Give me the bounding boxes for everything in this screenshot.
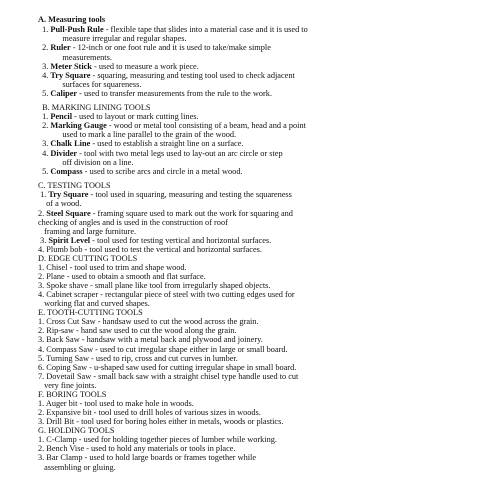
text-run: 2. Plane - used to obtain a smooth and flat surface.: [38, 272, 206, 281]
tool-name: Pull-Push Rule: [50, 25, 104, 34]
text-run: 6. Coping Saw - u-shaped saw used for cutting irregular shape in small board.: [38, 363, 297, 372]
text-run: 2. Rip-saw - hand saw used to cut the wood along the grain.: [38, 326, 237, 335]
text-run: - used to measure a work piece.: [91, 62, 199, 71]
text-run: 1.: [38, 190, 49, 199]
text-line: [38, 317, 259, 326]
text-line: [40, 62, 199, 71]
text-run: - squaring, measuring and testing tool used to check adjacent: [90, 71, 295, 80]
text-line: [40, 121, 306, 130]
text-run: off division on a line.: [52, 158, 134, 167]
tool-name: Marking Gauge: [50, 121, 107, 130]
text-run: 3. Drill Bit - tool used for boring holes either in metals, woods or plastics.: [38, 417, 284, 426]
tool-name: Pencil: [50, 112, 73, 121]
text-run: 3. Back Saw - handsaw with a metal back and plywood and joinery.: [38, 335, 263, 344]
section-heading: [38, 426, 114, 435]
text-run: - tool used in squaring, measuring and testing the squareness: [88, 190, 292, 199]
text-line: [38, 290, 295, 299]
text-run: 5.: [40, 89, 51, 98]
section-heading: [38, 308, 143, 317]
text-line: [38, 236, 271, 245]
text-line: [38, 372, 298, 381]
text-run: D. EDGE CUTTING TOOLS: [38, 254, 138, 263]
text-run: 2.: [40, 43, 51, 52]
text-line: [38, 209, 293, 218]
text-line: [40, 71, 295, 80]
text-run: 5. Turning Saw - used to rip, cross and cut curves in lumber.: [38, 354, 238, 363]
tool-name: Compass: [50, 167, 83, 176]
text-line: [42, 299, 150, 308]
text-line: [52, 34, 187, 43]
text-line: [38, 399, 194, 408]
text-run: 1. Auger bit - tool used to make hole in woods.: [38, 399, 194, 408]
tool-name: Caliper: [50, 89, 78, 98]
text-line: [38, 281, 270, 290]
text-line: [40, 149, 283, 158]
text-run: 2.: [40, 121, 51, 130]
text-run: used to mark a line parallel to the grain of the wood.: [52, 130, 237, 139]
text-run: - used to scribe arcs and circle in a metal wood.: [82, 167, 243, 176]
tool-name: A. Measuring tools: [38, 15, 106, 24]
text-run: - 12-inch or one foot rule and it is used to take/make simple: [70, 43, 271, 52]
text-line: [52, 158, 133, 167]
text-run: - used to layout or mark cutting lines.: [72, 112, 199, 121]
text-run: 7. Dovetail Saw - small back saw with a straight chisel type handle used to cut: [38, 372, 299, 381]
text-run: - used to transfer measurements from the rule to the work.: [77, 89, 273, 98]
text-line: [38, 326, 237, 335]
text-run: working flat and curved shapes.: [42, 299, 150, 308]
text-line: [38, 354, 238, 363]
text-run: 3. Spoke shave - small plane like tool from irregularly shaped objects.: [38, 281, 271, 290]
text-run: B. MARKING LINING TOOLS: [40, 103, 151, 112]
text-line: [40, 43, 271, 52]
text-run: 2. Expansive bit - tool used to drill holes of various sizes in woods.: [38, 408, 261, 417]
text-run: 4.: [40, 71, 51, 80]
text-line: [38, 435, 277, 444]
text-line: [38, 444, 236, 453]
text-run: measure irregular and regular shapes.: [52, 34, 187, 43]
text-line: [42, 227, 136, 236]
text-line: [38, 408, 261, 417]
text-run: 3. Bar Clamp - used to hold large boards or frames together while: [38, 453, 257, 462]
text-run: - tool used for testing vertical and horizontal surfaces.: [90, 236, 272, 245]
text-line: [40, 112, 199, 121]
text-line: [38, 245, 262, 254]
text-run: 4. Plumb bob - tool used to test the vertical and horizontal surfaces.: [38, 245, 262, 254]
tool-name: Try Square: [48, 190, 89, 199]
tool-name: Steel Square: [46, 209, 91, 218]
text-line: [42, 199, 81, 208]
text-run: 3.: [38, 236, 49, 245]
text-run: - framing square used to mark out the work for squaring and: [90, 209, 293, 218]
text-run: framing and large furniture.: [42, 227, 137, 236]
text-run: 4.: [40, 149, 51, 158]
text-run: 3.: [40, 139, 51, 148]
text-run: 4. Cabinet scraper - rectangular piece of steel with two cutting edges used for: [38, 290, 295, 299]
text-line: [52, 53, 112, 62]
text-line: [38, 263, 187, 272]
text-line: [40, 25, 308, 34]
tool-name: Spirit Level: [48, 236, 91, 245]
text-run: 4. Compass Saw - used to cut irregular shape either in large or small board.: [38, 345, 288, 354]
text-run: measurements.: [52, 53, 112, 62]
text-run: C. TESTING TOOLS: [38, 181, 111, 190]
text-run: 1. C-Clamp - used for holding together pieces of lumber while working.: [38, 435, 277, 444]
section-heading: [38, 15, 105, 24]
section-heading: [38, 181, 111, 190]
tool-name: Ruler: [50, 43, 71, 52]
text-line: [42, 463, 116, 472]
text-line: [40, 167, 243, 176]
tool-name: Chalk Line: [50, 139, 91, 148]
text-line: [38, 190, 292, 199]
text-run: of a wood.: [42, 199, 82, 208]
text-run: F. BORING TOOLS: [38, 390, 107, 399]
tool-name: Try Square: [50, 71, 91, 80]
text-run: - tool with two metal legs used to lay-out an arc circle or step: [77, 149, 283, 158]
text-line: [52, 130, 236, 139]
text-run: 3.: [40, 62, 51, 71]
text-line: [38, 345, 288, 354]
text-run: very fine joints.: [42, 381, 97, 390]
text-run: 5.: [40, 167, 51, 176]
text-line: [52, 80, 141, 89]
text-line: [38, 417, 283, 426]
text-line: [38, 335, 263, 344]
text-line: [38, 218, 228, 227]
text-run: G. HOLDING TOOLS: [38, 426, 115, 435]
text-run: 2.: [38, 209, 47, 218]
text-run: 1. Chisel - tool used to trim and shape wood.: [38, 263, 187, 272]
text-run: E. TOOTH-CUTTING TOOLS: [38, 308, 143, 317]
text-run: 1.: [40, 112, 51, 121]
text-line: [38, 363, 296, 372]
text-run: checking of angles and is used in the construction of roof: [38, 218, 228, 227]
text-line: [42, 381, 96, 390]
text-run: - wood or metal tool consisting of a beam, head and a point: [106, 121, 306, 130]
text-line: [40, 139, 243, 148]
text-run: assembling or gluing.: [42, 463, 116, 472]
section-heading: [40, 103, 151, 112]
text-run: - used to establish a straight line on a surface.: [90, 139, 244, 148]
text-run: 1. Cross Cut Saw - handsaw used to cut the wood across the grain.: [38, 317, 259, 326]
tool-name: Meter Stick: [50, 62, 92, 71]
tool-name: Divider: [50, 149, 78, 158]
text-line: [38, 272, 206, 281]
text-line: [40, 89, 272, 98]
section-heading: [38, 254, 137, 263]
section-heading: [38, 390, 106, 399]
text-run: 2. Bench Vise - used to hold any materials or tools in place.: [38, 444, 236, 453]
text-run: surfaces for squareness.: [52, 80, 142, 89]
text-run: 1.: [40, 25, 51, 34]
text-run: - flexible tape that slides into a material case and it is used to: [103, 25, 308, 34]
text-line: [38, 453, 256, 462]
